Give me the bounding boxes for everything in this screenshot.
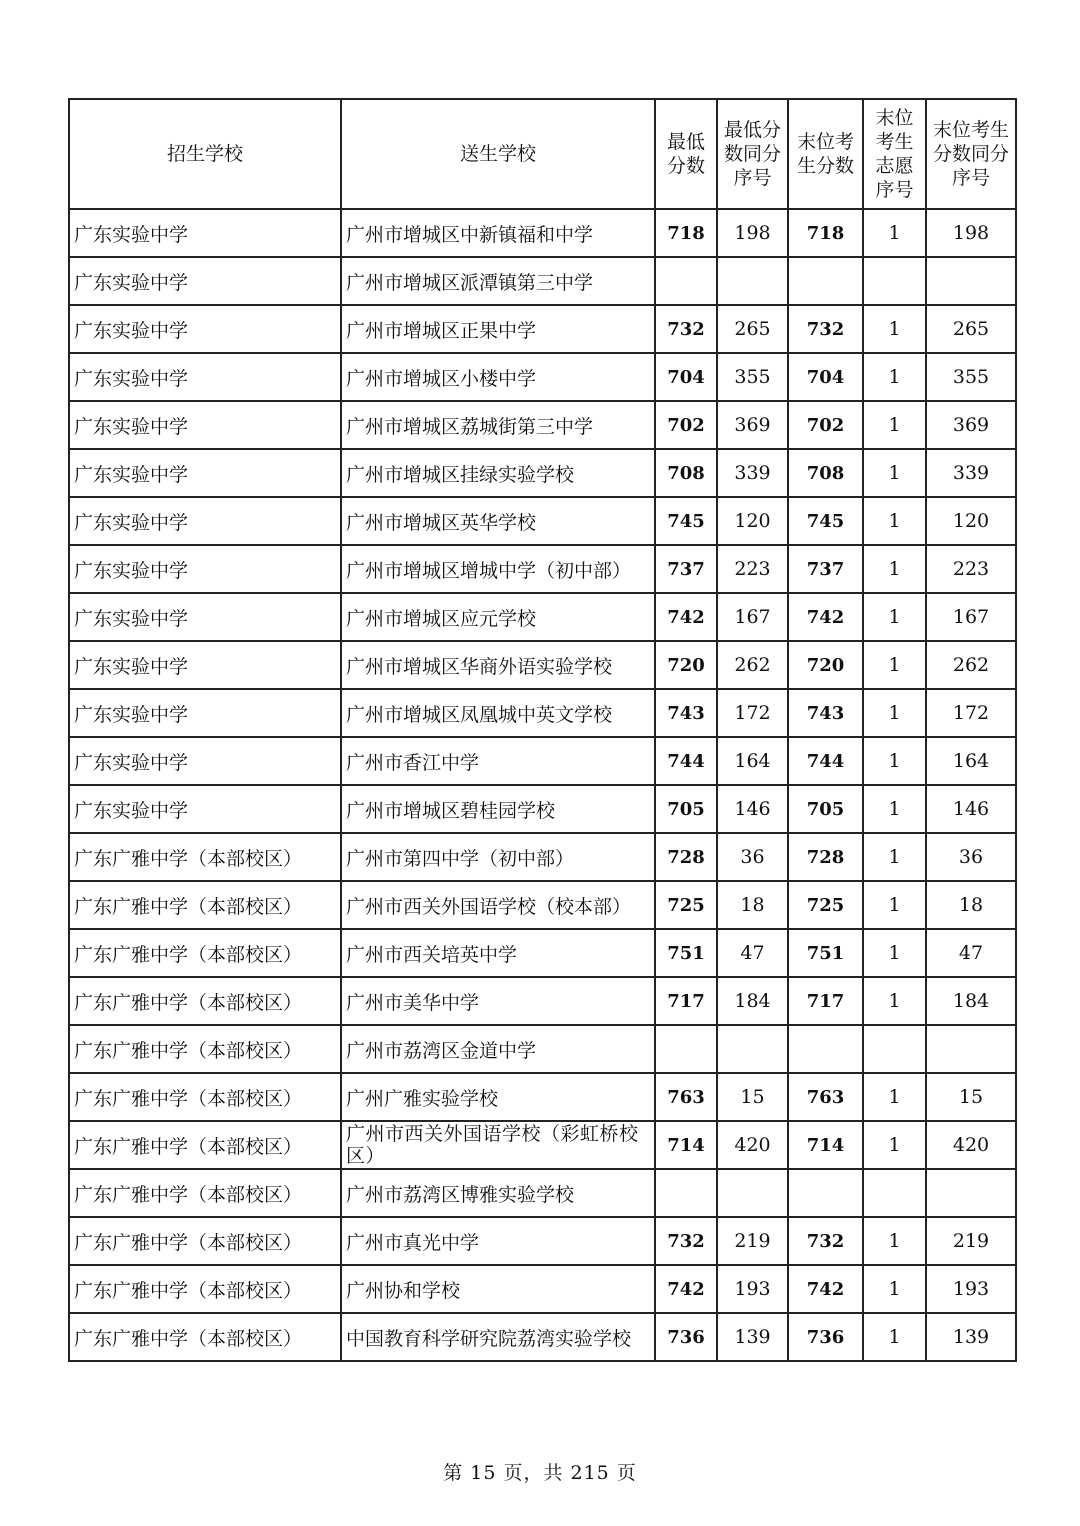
recruiting-school-cell: 广东广雅中学（本部校区） bbox=[69, 1073, 341, 1121]
sending-school-cell: 广州市增城区增城中学（初中部） bbox=[341, 545, 655, 593]
recruiting-school-cell: 广东实验中学 bbox=[69, 401, 341, 449]
last-score-cell bbox=[788, 257, 863, 305]
table-row bbox=[69, 593, 1016, 641]
last-score-cell: 743 bbox=[788, 689, 863, 737]
last-preference-cell: 1 bbox=[863, 449, 926, 497]
min-score-cell: 737 bbox=[655, 545, 717, 593]
min-rank-cell: 167 bbox=[717, 593, 788, 641]
last-rank-cell: 223 bbox=[926, 545, 1016, 593]
table-row bbox=[69, 689, 1016, 737]
min-rank-cell: 339 bbox=[717, 449, 788, 497]
table-row bbox=[69, 641, 1016, 689]
last-rank-cell bbox=[926, 257, 1016, 305]
header-recruiting-school: 招生学校 bbox=[69, 99, 341, 209]
sending-school-cell: 广州市增城区派潭镇第三中学 bbox=[341, 257, 655, 305]
sending-school-cell: 广州市西关外国语学校（彩虹桥校区） bbox=[341, 1121, 655, 1169]
recruiting-school-cell: 广东实验中学 bbox=[69, 497, 341, 545]
last-rank-cell: 262 bbox=[926, 641, 1016, 689]
recruiting-school-cell: 广东实验中学 bbox=[69, 353, 341, 401]
table-row bbox=[69, 833, 1016, 881]
table-row bbox=[69, 929, 1016, 977]
last-rank-cell bbox=[926, 1025, 1016, 1073]
recruiting-school-cell: 广东实验中学 bbox=[69, 689, 341, 737]
recruiting-school-cell: 广东广雅中学（本部校区） bbox=[69, 1025, 341, 1073]
table-row bbox=[69, 737, 1016, 785]
min-rank-cell: 219 bbox=[717, 1217, 788, 1265]
sending-school-cell: 广州广雅实验学校 bbox=[341, 1073, 655, 1121]
min-score-cell: 743 bbox=[655, 689, 717, 737]
last-rank-cell: 15 bbox=[926, 1073, 1016, 1121]
last-score-cell: 742 bbox=[788, 593, 863, 641]
recruiting-school-cell: 广东实验中学 bbox=[69, 449, 341, 497]
min-score-cell: 742 bbox=[655, 1265, 717, 1313]
min-rank-cell: 172 bbox=[717, 689, 788, 737]
min-score-cell: 732 bbox=[655, 1217, 717, 1265]
last-rank-cell: 139 bbox=[926, 1313, 1016, 1361]
last-preference-cell: 1 bbox=[863, 401, 926, 449]
recruiting-school-cell: 广东广雅中学（本部校区） bbox=[69, 881, 341, 929]
min-score-cell: 751 bbox=[655, 929, 717, 977]
last-score-cell: 732 bbox=[788, 305, 863, 353]
min-score-cell bbox=[655, 1025, 717, 1073]
last-rank-cell: 120 bbox=[926, 497, 1016, 545]
sending-school-cell: 广州市增城区荔城街第三中学 bbox=[341, 401, 655, 449]
last-rank-cell: 198 bbox=[926, 209, 1016, 257]
min-score-cell: 728 bbox=[655, 833, 717, 881]
sending-school-cell: 广州市第四中学（初中部） bbox=[341, 833, 655, 881]
table-row bbox=[69, 785, 1016, 833]
table-row bbox=[69, 353, 1016, 401]
table-row bbox=[69, 1265, 1016, 1313]
last-preference-cell: 1 bbox=[863, 641, 926, 689]
header-min-score-rank: 最低分 数同分 序号 bbox=[717, 99, 788, 209]
min-rank-cell: 262 bbox=[717, 641, 788, 689]
last-score-cell: 728 bbox=[788, 833, 863, 881]
last-score-cell bbox=[788, 1169, 863, 1217]
sending-school-cell: 广州市增城区小楼中学 bbox=[341, 353, 655, 401]
last-preference-cell: 1 bbox=[863, 737, 926, 785]
recruiting-school-cell: 广东实验中学 bbox=[69, 785, 341, 833]
sending-school-cell: 广州市荔湾区金道中学 bbox=[341, 1025, 655, 1073]
last-rank-cell: 36 bbox=[926, 833, 1016, 881]
table-row bbox=[69, 881, 1016, 929]
recruiting-school-cell: 广东广雅中学（本部校区） bbox=[69, 1265, 341, 1313]
last-rank-cell bbox=[926, 1169, 1016, 1217]
last-score-cell: 744 bbox=[788, 737, 863, 785]
table-row bbox=[69, 1121, 1016, 1169]
min-score-cell: 744 bbox=[655, 737, 717, 785]
sending-school-cell: 广州市增城区挂绿实验学校 bbox=[341, 449, 655, 497]
last-score-cell bbox=[788, 1025, 863, 1073]
last-rank-cell: 164 bbox=[926, 737, 1016, 785]
last-rank-cell: 18 bbox=[926, 881, 1016, 929]
min-score-cell: 742 bbox=[655, 593, 717, 641]
last-preference-cell: 1 bbox=[863, 977, 926, 1025]
recruiting-school-cell: 广东实验中学 bbox=[69, 305, 341, 353]
min-rank-cell: 120 bbox=[717, 497, 788, 545]
min-rank-cell: 420 bbox=[717, 1121, 788, 1169]
min-score-cell bbox=[655, 257, 717, 305]
last-rank-cell: 355 bbox=[926, 353, 1016, 401]
last-score-cell: 718 bbox=[788, 209, 863, 257]
last-preference-cell bbox=[863, 257, 926, 305]
table-header-row bbox=[69, 99, 1016, 209]
min-score-cell: 714 bbox=[655, 1121, 717, 1169]
last-score-cell: 736 bbox=[788, 1313, 863, 1361]
last-score-cell: 737 bbox=[788, 545, 863, 593]
last-rank-cell: 219 bbox=[926, 1217, 1016, 1265]
last-score-cell: 751 bbox=[788, 929, 863, 977]
sending-school-cell: 广州市增城区中新镇福和中学 bbox=[341, 209, 655, 257]
last-score-cell: 720 bbox=[788, 641, 863, 689]
last-score-cell: 704 bbox=[788, 353, 863, 401]
sending-school-cell: 广州市增城区应元学校 bbox=[341, 593, 655, 641]
last-preference-cell: 1 bbox=[863, 497, 926, 545]
header-min-score: 最低 分数 bbox=[655, 99, 717, 209]
table-body bbox=[69, 209, 1016, 1361]
last-rank-cell: 167 bbox=[926, 593, 1016, 641]
admission-score-table bbox=[68, 98, 1017, 1362]
last-preference-cell: 1 bbox=[863, 929, 926, 977]
recruiting-school-cell: 广东实验中学 bbox=[69, 737, 341, 785]
last-score-cell: 717 bbox=[788, 977, 863, 1025]
min-rank-cell: 36 bbox=[717, 833, 788, 881]
min-score-cell: 736 bbox=[655, 1313, 717, 1361]
header-last-score: 末位考 生分数 bbox=[788, 99, 863, 209]
min-score-cell: 718 bbox=[655, 209, 717, 257]
sending-school-cell: 广州市真光中学 bbox=[341, 1217, 655, 1265]
last-preference-cell: 1 bbox=[863, 1073, 926, 1121]
sending-school-cell: 广州市西关外国语学校（校本部） bbox=[341, 881, 655, 929]
min-score-cell: 702 bbox=[655, 401, 717, 449]
last-score-cell: 714 bbox=[788, 1121, 863, 1169]
last-preference-cell: 1 bbox=[863, 1217, 926, 1265]
table-row bbox=[69, 1169, 1016, 1217]
page-footer: 第 15 页，共 215 页 bbox=[443, 1462, 637, 1484]
recruiting-school-cell: 广东广雅中学（本部校区） bbox=[69, 1217, 341, 1265]
last-score-cell: 708 bbox=[788, 449, 863, 497]
recruiting-school-cell: 广东广雅中学（本部校区） bbox=[69, 1169, 341, 1217]
table-row bbox=[69, 209, 1016, 257]
last-rank-cell: 184 bbox=[926, 977, 1016, 1025]
header-sending-school: 送生学校 bbox=[341, 99, 655, 209]
recruiting-school-cell: 广东实验中学 bbox=[69, 257, 341, 305]
min-rank-cell: 47 bbox=[717, 929, 788, 977]
last-preference-cell: 1 bbox=[863, 545, 926, 593]
recruiting-school-cell: 广东广雅中学（本部校区） bbox=[69, 1313, 341, 1361]
table-row bbox=[69, 305, 1016, 353]
last-preference-cell: 1 bbox=[863, 353, 926, 401]
table-row bbox=[69, 449, 1016, 497]
last-preference-cell bbox=[863, 1169, 926, 1217]
table-row bbox=[69, 1073, 1016, 1121]
min-rank-cell: 369 bbox=[717, 401, 788, 449]
min-rank-cell: 193 bbox=[717, 1265, 788, 1313]
min-rank-cell: 223 bbox=[717, 545, 788, 593]
min-rank-cell bbox=[717, 1025, 788, 1073]
last-preference-cell: 1 bbox=[863, 833, 926, 881]
last-rank-cell: 369 bbox=[926, 401, 1016, 449]
min-score-cell: 732 bbox=[655, 305, 717, 353]
last-rank-cell: 339 bbox=[926, 449, 1016, 497]
min-score-cell: 725 bbox=[655, 881, 717, 929]
last-preference-cell: 1 bbox=[863, 209, 926, 257]
recruiting-school-cell: 广东实验中学 bbox=[69, 641, 341, 689]
recruiting-school-cell: 广东广雅中学（本部校区） bbox=[69, 1121, 341, 1169]
header-last-score-rank: 末位考生 分数同分 序号 bbox=[926, 99, 1016, 209]
table-row bbox=[69, 977, 1016, 1025]
recruiting-school-cell: 广东实验中学 bbox=[69, 545, 341, 593]
table-row bbox=[69, 401, 1016, 449]
min-score-cell bbox=[655, 1169, 717, 1217]
last-score-cell: 742 bbox=[788, 1265, 863, 1313]
table-row bbox=[69, 1025, 1016, 1073]
header-last-preference: 末位 考生 志愿 序号 bbox=[863, 99, 926, 209]
min-rank-cell: 265 bbox=[717, 305, 788, 353]
sending-school-cell: 广州市美华中学 bbox=[341, 977, 655, 1025]
table-row bbox=[69, 545, 1016, 593]
min-rank-cell: 198 bbox=[717, 209, 788, 257]
last-rank-cell: 172 bbox=[926, 689, 1016, 737]
sending-school-cell: 广州市荔湾区博雅实验学校 bbox=[341, 1169, 655, 1217]
min-rank-cell: 15 bbox=[717, 1073, 788, 1121]
last-preference-cell: 1 bbox=[863, 881, 926, 929]
last-rank-cell: 265 bbox=[926, 305, 1016, 353]
recruiting-school-cell: 广东实验中学 bbox=[69, 209, 341, 257]
last-preference-cell: 1 bbox=[863, 1313, 926, 1361]
last-score-cell: 702 bbox=[788, 401, 863, 449]
min-rank-cell: 355 bbox=[717, 353, 788, 401]
min-rank-cell: 184 bbox=[717, 977, 788, 1025]
min-score-cell: 705 bbox=[655, 785, 717, 833]
min-rank-cell: 146 bbox=[717, 785, 788, 833]
sending-school-cell: 广州协和学校 bbox=[341, 1265, 655, 1313]
sending-school-cell: 广州市增城区英华学校 bbox=[341, 497, 655, 545]
last-preference-cell bbox=[863, 1025, 926, 1073]
min-score-cell: 717 bbox=[655, 977, 717, 1025]
last-preference-cell: 1 bbox=[863, 1265, 926, 1313]
min-score-cell: 704 bbox=[655, 353, 717, 401]
sending-school-cell: 广州市增城区凤凰城中英文学校 bbox=[341, 689, 655, 737]
last-score-cell: 732 bbox=[788, 1217, 863, 1265]
last-rank-cell: 193 bbox=[926, 1265, 1016, 1313]
sending-school-cell: 广州市香江中学 bbox=[341, 737, 655, 785]
min-rank-cell bbox=[717, 257, 788, 305]
last-rank-cell: 420 bbox=[926, 1121, 1016, 1169]
min-score-cell: 745 bbox=[655, 497, 717, 545]
table-row bbox=[69, 497, 1016, 545]
min-score-cell: 708 bbox=[655, 449, 717, 497]
sending-school-cell: 中国教育科学研究院荔湾实验学校 bbox=[341, 1313, 655, 1361]
min-score-cell: 763 bbox=[655, 1073, 717, 1121]
table-row bbox=[69, 257, 1016, 305]
last-preference-cell: 1 bbox=[863, 1121, 926, 1169]
last-preference-cell: 1 bbox=[863, 593, 926, 641]
last-score-cell: 725 bbox=[788, 881, 863, 929]
sending-school-cell: 广州市增城区正果中学 bbox=[341, 305, 655, 353]
last-preference-cell: 1 bbox=[863, 689, 926, 737]
recruiting-school-cell: 广东广雅中学（本部校区） bbox=[69, 929, 341, 977]
table-row bbox=[69, 1313, 1016, 1361]
table-row bbox=[69, 1217, 1016, 1265]
sending-school-cell: 广州市增城区碧桂园学校 bbox=[341, 785, 655, 833]
recruiting-school-cell: 广东实验中学 bbox=[69, 593, 341, 641]
last-preference-cell: 1 bbox=[863, 305, 926, 353]
recruiting-school-cell: 广东广雅中学（本部校区） bbox=[69, 833, 341, 881]
min-rank-cell: 139 bbox=[717, 1313, 788, 1361]
min-score-cell: 720 bbox=[655, 641, 717, 689]
last-score-cell: 705 bbox=[788, 785, 863, 833]
last-score-cell: 763 bbox=[788, 1073, 863, 1121]
last-score-cell: 745 bbox=[788, 497, 863, 545]
sending-school-cell: 广州市西关培英中学 bbox=[341, 929, 655, 977]
min-rank-cell: 18 bbox=[717, 881, 788, 929]
last-preference-cell: 1 bbox=[863, 785, 926, 833]
sending-school-cell: 广州市增城区华商外语实验学校 bbox=[341, 641, 655, 689]
recruiting-school-cell: 广东广雅中学（本部校区） bbox=[69, 977, 341, 1025]
last-rank-cell: 146 bbox=[926, 785, 1016, 833]
min-rank-cell: 164 bbox=[717, 737, 788, 785]
last-rank-cell: 47 bbox=[926, 929, 1016, 977]
min-rank-cell bbox=[717, 1169, 788, 1217]
